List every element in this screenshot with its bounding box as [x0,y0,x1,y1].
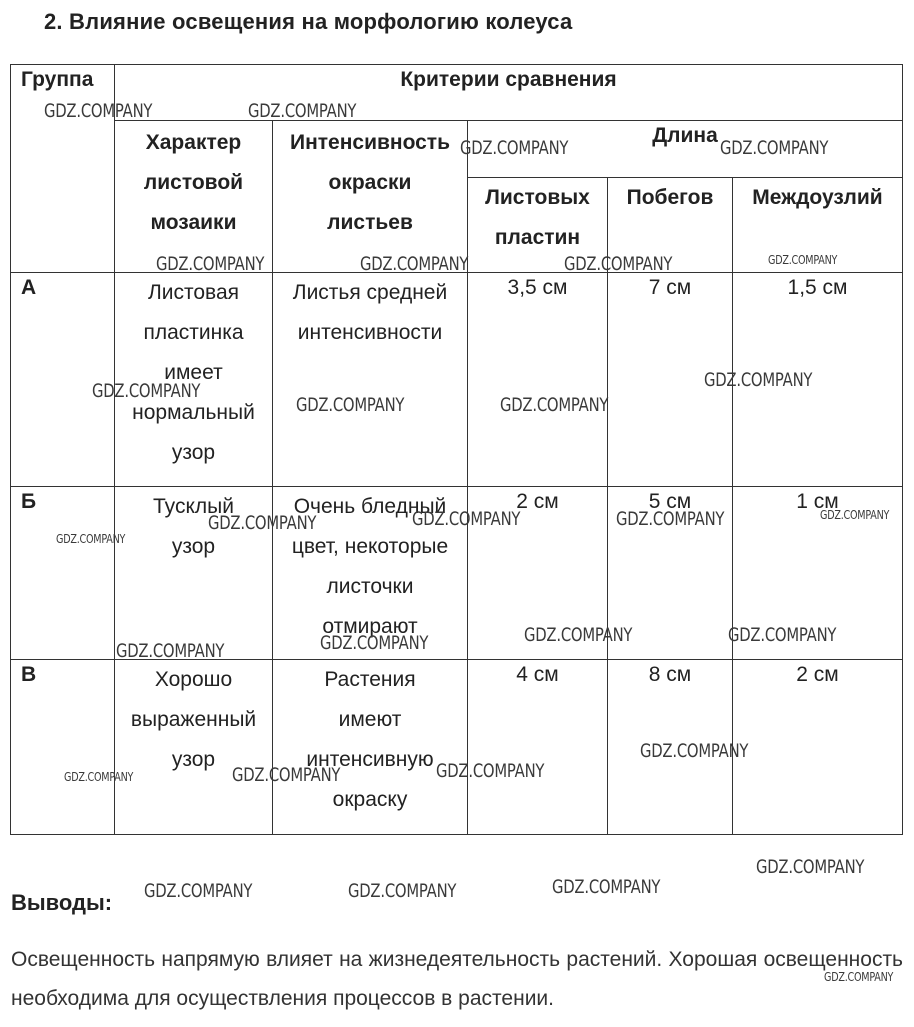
table-row-blade [467,272,608,487]
cell-line: имеют [338,708,402,731]
group-label: А [21,276,37,299]
watermark: GDZ.COMPANY [44,100,153,122]
intensity-header-cell [272,120,468,273]
intensity-header-line: Интенсивность [289,131,451,154]
mosaic-header-line: листовой [143,171,244,194]
criteria-header-cell [114,64,903,121]
group-label: В [21,663,37,686]
group-label: Б [21,490,37,513]
watermark: GDZ.COMPANY [208,512,317,534]
group-header-cell [10,64,115,273]
watermark: GDZ.COMPANY [248,100,357,122]
blade-value: 2 см [516,490,559,513]
table-row-group [10,486,115,660]
cell-line: Растения [324,668,416,691]
watermark: GDZ.COMPANY [640,740,749,762]
section-title: 2. Влияние освещения на морфологию колеуса [44,9,573,34]
watermark: GDZ.COMPANY [720,137,829,159]
criteria-header: Критерии сравнения [400,68,617,91]
cell-line: Очень бледный [293,495,447,518]
table-row-intensity [272,659,468,835]
watermark: GDZ.COMPANY [360,253,469,275]
cell-line: узор [171,441,216,464]
mosaic-header-line: Характер [145,131,242,154]
watermark: GDZ.COMPANY [768,253,838,267]
watermark: GDZ.COMPANY [116,640,225,662]
cell-line: отмирают [322,615,418,638]
watermark: GDZ.COMPANY [232,764,341,786]
group-header: Группа [21,68,94,91]
watermark: GDZ.COMPANY [728,624,837,646]
table-row-intensity [272,272,468,487]
watermark: GDZ.COMPANY [348,880,457,902]
watermark: GDZ.COMPANY [524,624,633,646]
blade-value: 3,5 см [507,276,568,299]
watermark: GDZ.COMPANY [564,253,673,275]
table-row-group [10,659,115,835]
internode-value: 1 см [796,490,839,513]
conclusion-text: Освещенность напрямую влияет на жизнедеятельность растений. Хорошая освещенность необходима для осуществления процессов в растении. [11,948,903,1010]
cell-line: выраженный [130,708,257,731]
cell-line: Листовая [147,281,240,304]
conclusion-heading: Выводы: [11,890,113,915]
cell-line: Хорошо [154,668,233,691]
watermark: GDZ.COMPANY [296,394,405,416]
watermark: GDZ.COMPANY [412,508,521,530]
watermark: GDZ.COMPANY [756,856,865,878]
blade-header-line: Листовых [485,186,590,209]
table-row-mosaic [114,659,273,835]
blade-header-line: пластин [494,226,581,249]
cell-line: Тусклый [153,495,234,518]
watermark: GDZ.COMPANY [64,770,134,784]
watermark: GDZ.COMPANY [320,632,429,654]
table-row-internode [732,659,903,835]
mosaic-header-cell [114,120,273,273]
intensity-header-line: окраски [328,171,412,194]
internode-header: Междоузлий [752,186,883,209]
watermark: GDZ.COMPANY [704,369,813,391]
table-row-blade [467,659,608,835]
cell-line: узор [171,535,216,558]
shoot-value: 5 см [648,490,692,513]
internode-value: 2 см [796,663,839,686]
cell-line: нормальный [132,401,255,424]
watermark: GDZ.COMPANY [436,760,545,782]
cell-line: узор [171,748,216,771]
internode-value: 1,5 см [787,276,848,299]
mosaic-header-line: мозаики [150,211,237,234]
watermark: GDZ.COMPANY [824,970,894,984]
cell-line: Листья средней [292,281,448,304]
cell-line: листочки [326,575,414,598]
cell-line: интенсивности [297,321,443,344]
watermark: GDZ.COMPANY [156,253,265,275]
cell-line: имеет [164,361,223,384]
watermark: GDZ.COMPANY [500,394,609,416]
cell-line: цвет, некоторые [291,535,449,558]
watermark: GDZ.COMPANY [616,508,725,530]
watermark: GDZ.COMPANY [820,508,890,522]
watermark: GDZ.COMPANY [144,880,253,902]
watermark: GDZ.COMPANY [56,532,126,546]
shoot-header: Побегов [626,186,714,209]
watermark: GDZ.COMPANY [460,137,569,159]
watermark: GDZ.COMPANY [552,876,661,898]
length-header: Длина [652,124,718,147]
watermark: GDZ.COMPANY [92,380,201,402]
blade-value: 4 см [516,663,559,686]
shoot-value: 8 см [648,663,692,686]
cell-line: окраску [332,788,408,811]
intensity-header-line: листьев [327,211,413,234]
cell-line: пластинка [143,321,244,344]
shoot-value: 7 см [648,276,692,299]
cell-line: интенсивную [306,748,434,771]
